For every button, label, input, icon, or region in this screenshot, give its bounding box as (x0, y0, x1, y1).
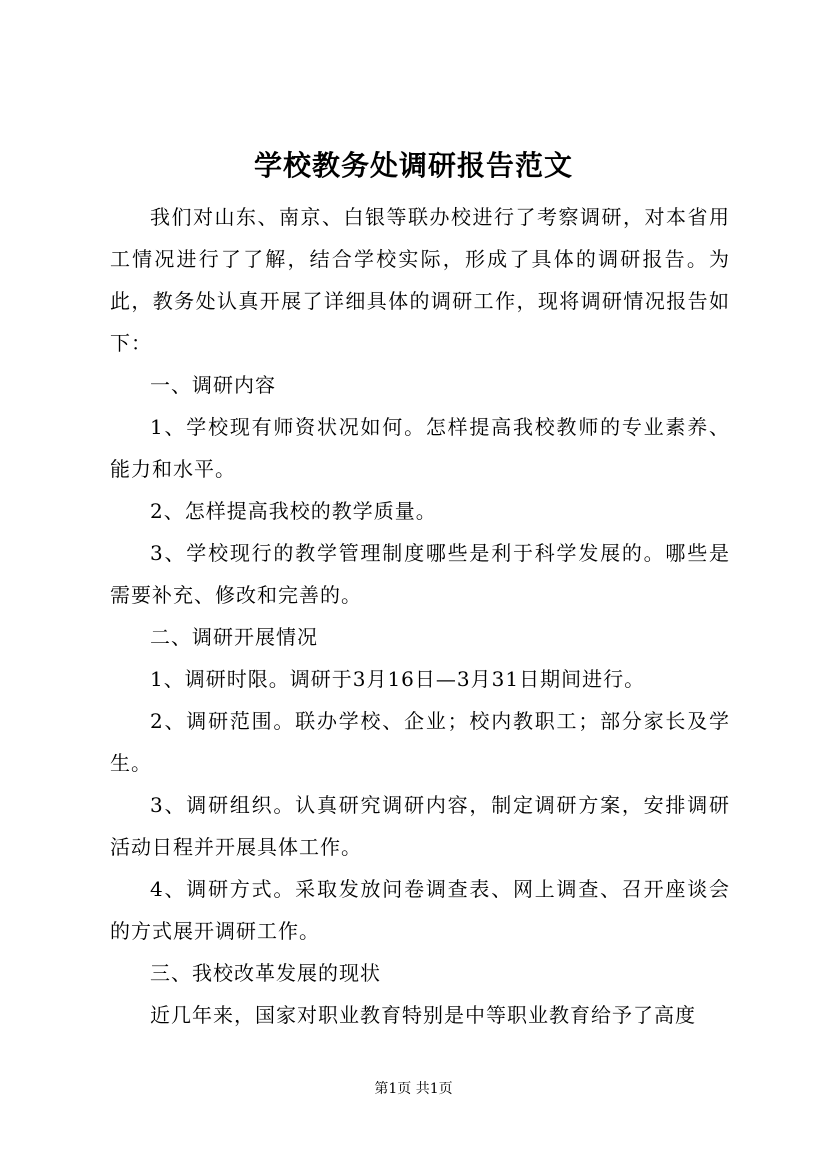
section-heading-3: 三、我校改革发展的现状 (150, 961, 381, 985)
list-item: 3、调研组织。认真研究调研内容，制定调研方案，安排调研活动日程并开展具体工作。 (110, 793, 730, 859)
document-body (110, 196, 730, 1036)
section-heading-2: 二、调研开展情况 (150, 625, 318, 649)
list-item: 1、学校现有师资状况如何。怎样提高我校教师的专业素养、能力和水平。 (110, 415, 730, 481)
page-footer: 第1页 共1页 (374, 1081, 453, 1097)
list-item: 2、调研范围。联办学校、企业；校内教职工；部分家长及学生。 (110, 709, 730, 775)
intro-paragraph: 我们对山东、南京、白银等联办校进行了考察调研，对本省用工情况进行了了解，结合学校实际，形成了具体的调研报告。为此，教务处认真开展了详细具体的调研工作，现将调研情况报告如下： (110, 205, 730, 355)
list-item: 4、调研方式。采取发放问卷调查表、网上调查、召开座谈会的方式展开调研工作。 (110, 877, 730, 943)
section-heading-1: 一、调研内容 (150, 373, 276, 397)
list-item: 1、调研时限。调研于3月16日—3月31日期间进行。 (150, 667, 646, 691)
body-paragraph: 近几年来，国家对职业教育特别是中等职业教育给予了高度 (150, 1003, 696, 1027)
document-title: 学校教务处调研报告范文 (253, 149, 573, 182)
list-item: 3、学校现行的教学管理制度哪些是利于科学发展的。哪些是需要补充、修改和完善的。 (110, 541, 730, 607)
list-item: 2、怎样提高我校的教学质量。 (150, 499, 437, 523)
